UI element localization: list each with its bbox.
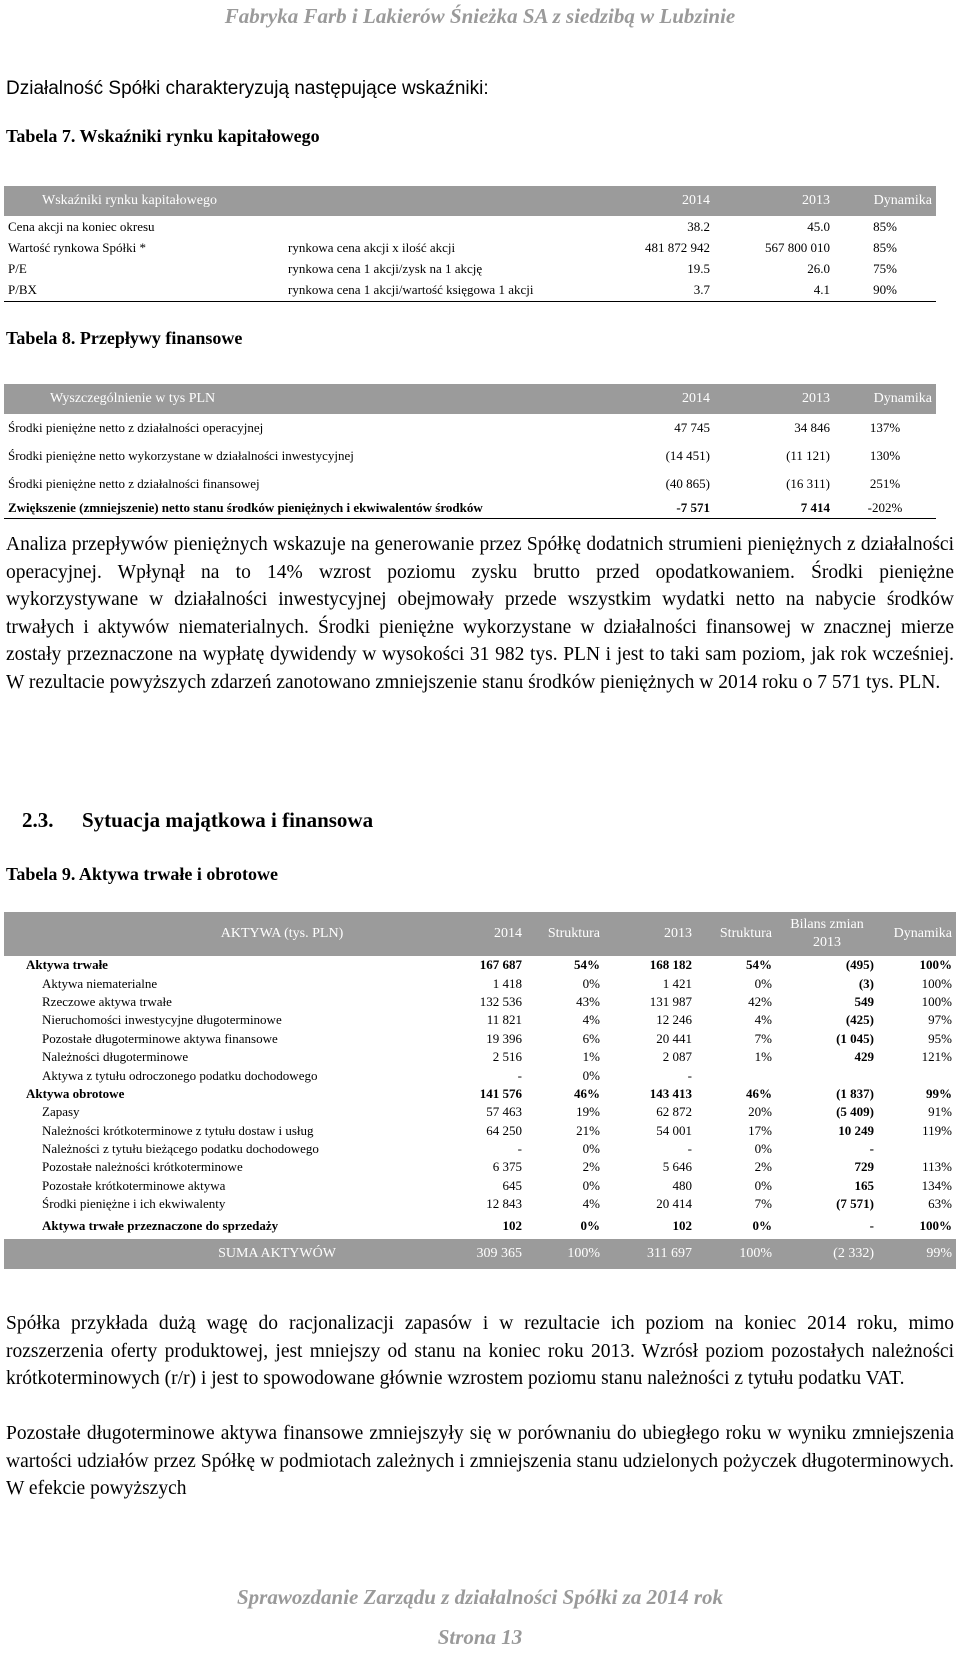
table-cell: (425) <box>845 1012 874 1028</box>
table-cell: Zwiększenie (zmniejszenie) netto stanu środków pieniężnych i ekwiwalentów środków <box>4 498 594 518</box>
table-cell: 102 <box>672 1218 692 1234</box>
table9-header-bilans-line1: Bilans zmian <box>790 917 864 932</box>
table-cell: 26.0 <box>807 260 830 276</box>
table-cell: 481 872 942 <box>645 239 710 255</box>
table-cell: 168 182 <box>649 957 692 973</box>
table7-header-2014: 2014 <box>594 186 714 216</box>
table-cell: 19% <box>576 1104 600 1120</box>
row-label: Pozostałe należności krótkoterminowe <box>42 1159 243 1175</box>
table-cell: rynkowa cena akcji x ilość akcji <box>288 239 456 255</box>
table-cell: Środki pieniężne netto wykorzystane w działalności inwestycyjnej <box>8 448 354 463</box>
table-cell: 0% <box>580 1218 600 1234</box>
table-cell: 91% <box>928 1104 952 1120</box>
row-label: Rzeczowe aktywa trwałe <box>42 993 172 1009</box>
table-cell: 46% <box>574 1085 600 1101</box>
table7-header-dynamika: Dynamika <box>834 186 936 216</box>
row-label: Pozostałe krótkoterminowe aktywa <box>42 1177 226 1193</box>
table-cell: Środki pieniężne netto z działalności operacyjnej <box>8 420 264 435</box>
table-cell: 143 413 <box>649 1085 692 1101</box>
table-cell: 95% <box>928 1030 952 1046</box>
total-label: SUMA AKTYWÓW <box>4 1239 444 1269</box>
table-cell: -7 571 <box>594 498 714 518</box>
table-cell: 0% <box>754 1141 772 1157</box>
row-label: Aktywa z tytułu odroczonego podatku dochodowego <box>42 1067 318 1083</box>
table-cell: 0% <box>582 975 600 991</box>
table-cell: - <box>687 1067 692 1083</box>
table-cell: 121% <box>921 1049 952 1065</box>
row-label: Aktywa trwałe <box>26 957 108 973</box>
table-cell: 4% <box>582 1012 600 1028</box>
table-row <box>4 1103 956 1121</box>
table7-header-2013: 2013 <box>714 186 834 216</box>
table-cell: 2 516 <box>492 1049 522 1065</box>
table-cell: 2 087 <box>662 1049 692 1065</box>
section-heading <box>22 808 373 833</box>
row-label: Nieruchomości inwestycyjne długoterminowe <box>42 1012 282 1028</box>
table9-header-struktura-2013: Struktura <box>696 912 776 956</box>
table-cell: 6% <box>582 1030 600 1046</box>
table9-caption: Tabela 9. Aktywa trwałe i obrotowe <box>6 864 278 884</box>
table-cell: 480 <box>672 1177 692 1193</box>
table-cell: 0% <box>754 975 772 991</box>
table-cell: 1% <box>582 1049 600 1065</box>
total-cell: 309 365 <box>444 1239 526 1269</box>
table-cell: (7 571) <box>836 1196 874 1212</box>
table-row <box>4 1066 956 1084</box>
table-row <box>4 258 936 279</box>
table-cell: 2% <box>754 1159 772 1175</box>
table-cell: 1% <box>754 1049 772 1065</box>
table9-header-struktura-2014: Struktura <box>526 912 604 956</box>
section-number: 2.3. <box>22 808 54 832</box>
table-cell: 167 687 <box>479 957 522 973</box>
row-label: Należności długoterminowe <box>42 1049 189 1065</box>
table-cell: (16 311) <box>786 476 830 491</box>
table-cell <box>776 1066 878 1084</box>
table-row <box>4 1122 956 1140</box>
table-cell: Wartość rynkowa Spółki * <box>8 239 146 255</box>
table-cell: P/E <box>8 260 27 276</box>
table-cell: 38.2 <box>687 218 710 234</box>
table-cell: 130% <box>869 448 901 463</box>
table-cell: 100% <box>919 1218 952 1234</box>
row-label: Aktywa trwałe przeznaczone do sprzedaży <box>42 1218 279 1234</box>
table-cell: 0% <box>582 1177 600 1193</box>
table-cell: 134% <box>921 1177 952 1193</box>
table9-header-label: AKTYWA (tys. PLN) <box>4 912 444 956</box>
table-cell: 45.0 <box>807 218 830 234</box>
table-cell: 54% <box>574 957 600 973</box>
table9-header-bilans-line2: 2013 <box>813 935 841 950</box>
paragraph-cashflow: Analiza przepływów pieniężnych wskazuje na generowanie przez Spółkę dodatnich strumieni pieniężnych z działalności operacyjnej. Wpłynął na to 14% wzrost poziomu zysku brutto przed opodatkowaniem. Środki pieniężne wykorzystywane w działalności inwestycyjnej obejmowały przede wszystkim wydatki netto na nabycie środków trwałych i aktywów niematerialnych. Środki pieniężne wykorzystane w działalności finansowej w znacznej mierze zostały przeznaczone na wypłatę dywidendy w wysokości 31 982 tys. PLN i jest to taki sam poziom, jak rok wcześniej. W rezultacie powyższych zdarzeń zanotowano zmniejszenie stanu środków pieniężnych w 2014 roku o 7 571 tys. PLN. <box>6 534 954 693</box>
table-cell: - <box>869 1141 874 1157</box>
table-row <box>4 1177 956 1195</box>
table-cell: 90% <box>834 279 936 301</box>
table-cell: 4% <box>754 1012 772 1028</box>
table9 <box>4 912 956 1269</box>
table-cell: 100% <box>919 957 952 973</box>
table9-header-2013: 2013 <box>604 912 696 956</box>
table-row <box>4 993 956 1011</box>
table-cell: 20 414 <box>656 1196 692 1212</box>
table-cell: rynkowa cena 1 akcji/zysk na 1 akcję <box>288 260 483 276</box>
table-row <box>4 1085 956 1103</box>
table-cell: 5 646 <box>662 1159 692 1175</box>
table-cell: 19.5 <box>687 260 710 276</box>
total-cell: 100% <box>526 1239 604 1269</box>
table-cell: 6 375 <box>492 1159 522 1175</box>
table8-caption: Tabela 8. Przepływy finansowe <box>6 328 243 348</box>
table-cell: 10 249 <box>838 1122 874 1138</box>
table-cell: 11 821 <box>486 1012 522 1028</box>
table-row <box>4 1213 956 1239</box>
paragraph-financial-assets: Pozostałe długoterminowe aktywa finansowe zmniejszyły się w porównaniu do ubiegłego roku w wyniku zmniejszenia wartości udziałów przez Spółkę w podmiotach zależnych i zmniejszenia stanu udzielonych pożyczek długoterminowych. W efekcie powyższych <box>6 1423 954 1499</box>
table-cell: 12 246 <box>656 1012 692 1028</box>
table-row <box>4 498 936 518</box>
table-cell: - <box>869 1218 874 1234</box>
table-cell: rynkowa cena 1 akcji/wartość księgowa 1 akcji <box>284 279 594 301</box>
table-cell: 131 987 <box>649 993 692 1009</box>
table-row <box>4 216 936 237</box>
row-label: Środki pieniężne i ich ekwiwalenty <box>42 1196 226 1212</box>
total-cell: 100% <box>696 1239 776 1269</box>
table7-caption: Tabela 7. Wskaźniki rynku kapitałowego <box>6 126 320 146</box>
table-cell: 99% <box>926 1085 952 1101</box>
row-label: Pozostałe długoterminowe aktywa finansowe <box>42 1030 278 1046</box>
table-cell: 4% <box>582 1196 600 1212</box>
table-cell: 42% <box>748 993 772 1009</box>
footer-page-number: Strona 13 <box>437 1625 523 1649</box>
table-cell: 62 872 <box>656 1104 692 1120</box>
table-cell: - <box>517 1141 522 1157</box>
table-cell: 165 <box>854 1177 874 1193</box>
table-cell: 429 <box>854 1049 874 1065</box>
table-row <box>4 974 956 992</box>
table-cell: 1 421 <box>662 975 692 991</box>
table-cell: 0% <box>582 1067 600 1083</box>
table-cell: 21% <box>576 1122 600 1138</box>
table-cell: 63% <box>928 1196 952 1212</box>
table-cell: 34 846 <box>794 420 830 435</box>
section-title: Sytuacja majątkowa i finansowa <box>82 808 374 832</box>
table-cell: 19 396 <box>486 1030 522 1046</box>
table-cell: 75% <box>873 260 897 276</box>
table-cell: 85% <box>873 218 897 234</box>
table-cell: 567 800 010 <box>765 239 830 255</box>
table-cell: 12 843 <box>486 1196 522 1212</box>
table8-header-2014: 2014 <box>594 384 714 414</box>
table-cell: 113% <box>922 1159 952 1175</box>
table-cell: 119% <box>922 1122 952 1138</box>
table-cell: (3) <box>858 975 874 991</box>
table-cell: 20% <box>748 1104 772 1120</box>
table9-header-dynamika: Dynamika <box>878 912 956 956</box>
intro-text: Działalność Spółki charakteryzują następujące wskaźniki: <box>6 78 489 99</box>
table-cell: (1 837) <box>836 1085 874 1101</box>
table-cell: 97% <box>928 1012 952 1028</box>
table-cell: (495) <box>845 957 874 973</box>
table8 <box>4 384 936 519</box>
row-label: Aktywa obrotowe <box>26 1085 125 1101</box>
table-cell: 54 001 <box>656 1122 692 1138</box>
table-cell: 251% <box>869 476 901 491</box>
table-cell <box>696 1066 776 1084</box>
table-cell: 0% <box>754 1177 772 1193</box>
total-cell: 311 697 <box>604 1239 696 1269</box>
table-cell: (1 045) <box>836 1030 874 1046</box>
table-cell: 57 463 <box>486 1104 522 1120</box>
table-row <box>4 1195 956 1213</box>
paragraph-inventory: Spółka przykłada dużą wagę do racjonalizacji zapasów i w rezultacie ich poziom na koniec 2014 roku, mimo rozszerzenia oferty produktowej, jest mniejszy od stanu na koniec roku 2013. Wzrósł poziom pozostałych należności krótkoterminowych (r/r) i jest to spowodowane głównie wzrostem poziomu stanu należności z tytułu podatku VAT. <box>6 1313 954 1389</box>
table-cell: (5 409) <box>836 1104 874 1120</box>
table-cell: (40 865) <box>665 476 710 491</box>
table-cell: P/BX <box>4 279 284 301</box>
table-cell: 100% <box>921 993 952 1009</box>
table-cell: 20 441 <box>656 1030 692 1046</box>
table-cell: 17% <box>748 1122 772 1138</box>
table-row <box>4 414 936 442</box>
table-row <box>4 470 936 498</box>
table7 <box>4 186 936 302</box>
table-cell: 85% <box>873 239 897 255</box>
table8-header-dynamika: Dynamika <box>834 384 936 414</box>
table7-header-label: Wskaźniki rynku kapitałowego <box>4 186 594 216</box>
table-cell: 132 536 <box>479 993 522 1009</box>
table-cell: (11 121) <box>786 448 830 463</box>
table-cell: 137% <box>869 420 901 435</box>
table-row <box>4 279 936 301</box>
table-cell: 141 576 <box>479 1085 522 1101</box>
table-cell: 7% <box>754 1196 772 1212</box>
table9-total-row <box>4 1239 956 1269</box>
table-cell: 0% <box>752 1218 772 1234</box>
table-cell: 645 <box>502 1177 522 1193</box>
table-cell: Środki pieniężne netto z działalności finansowej <box>8 476 260 491</box>
table-cell: 549 <box>854 993 874 1009</box>
table-cell: 1 418 <box>492 975 522 991</box>
table-cell: 3.7 <box>594 279 714 301</box>
table-cell: 729 <box>854 1159 874 1175</box>
table-cell <box>284 216 594 237</box>
row-label: Aktywa niematerialne <box>42 975 158 991</box>
table9-header-2014: 2014 <box>444 912 526 956</box>
table-cell: 102 <box>502 1218 522 1234</box>
total-cell: (2 332) <box>776 1239 878 1269</box>
table-row <box>4 237 936 258</box>
table-row <box>4 1011 956 1029</box>
table9-header-bilans <box>776 912 878 956</box>
table-cell: 47 745 <box>674 420 710 435</box>
table-cell: 54% <box>746 957 772 973</box>
table-row <box>4 1048 956 1066</box>
table-cell: - <box>687 1141 692 1157</box>
row-label: Zapasy <box>42 1104 80 1120</box>
table-cell: -202% <box>834 498 936 518</box>
footer-report-title: Sprawozdanie Zarządu z działalności Spółki za 2014 rok <box>236 1585 723 1609</box>
table-row <box>4 1140 956 1158</box>
table-row <box>4 1030 956 1048</box>
row-label: Należności krótkoterminowe z tytułu dostaw i usług <box>42 1122 314 1138</box>
table-row <box>4 956 956 974</box>
table-cell: 64 250 <box>486 1122 522 1138</box>
total-cell: 99% <box>878 1239 956 1269</box>
row-label: Należności z tytułu bieżącego podatku dochodowego <box>42 1141 319 1157</box>
table-cell: Cena akcji na koniec okresu <box>8 218 155 234</box>
table-cell <box>878 1140 956 1158</box>
table8-header-label: Wyszczególnienie w tys PLN <box>4 384 594 414</box>
table-cell: 43% <box>576 993 600 1009</box>
table-cell: (14 451) <box>665 448 710 463</box>
table-cell: - <box>517 1067 522 1083</box>
table-row <box>4 1158 956 1176</box>
table-cell: 7 414 <box>714 498 834 518</box>
table-cell: 100% <box>921 975 952 991</box>
table8-header-2013: 2013 <box>714 384 834 414</box>
company-header: Fabryka Farb i Lakierów Śnieżka SA z siedzibą w Lubzinie <box>224 4 736 28</box>
table-cell: 7% <box>754 1030 772 1046</box>
table-cell: 46% <box>746 1085 772 1101</box>
table-cell: 4.1 <box>714 279 834 301</box>
table-row <box>4 442 936 470</box>
table-cell: 0% <box>582 1141 600 1157</box>
table-cell: 2% <box>582 1159 600 1175</box>
table-cell <box>878 1066 956 1084</box>
